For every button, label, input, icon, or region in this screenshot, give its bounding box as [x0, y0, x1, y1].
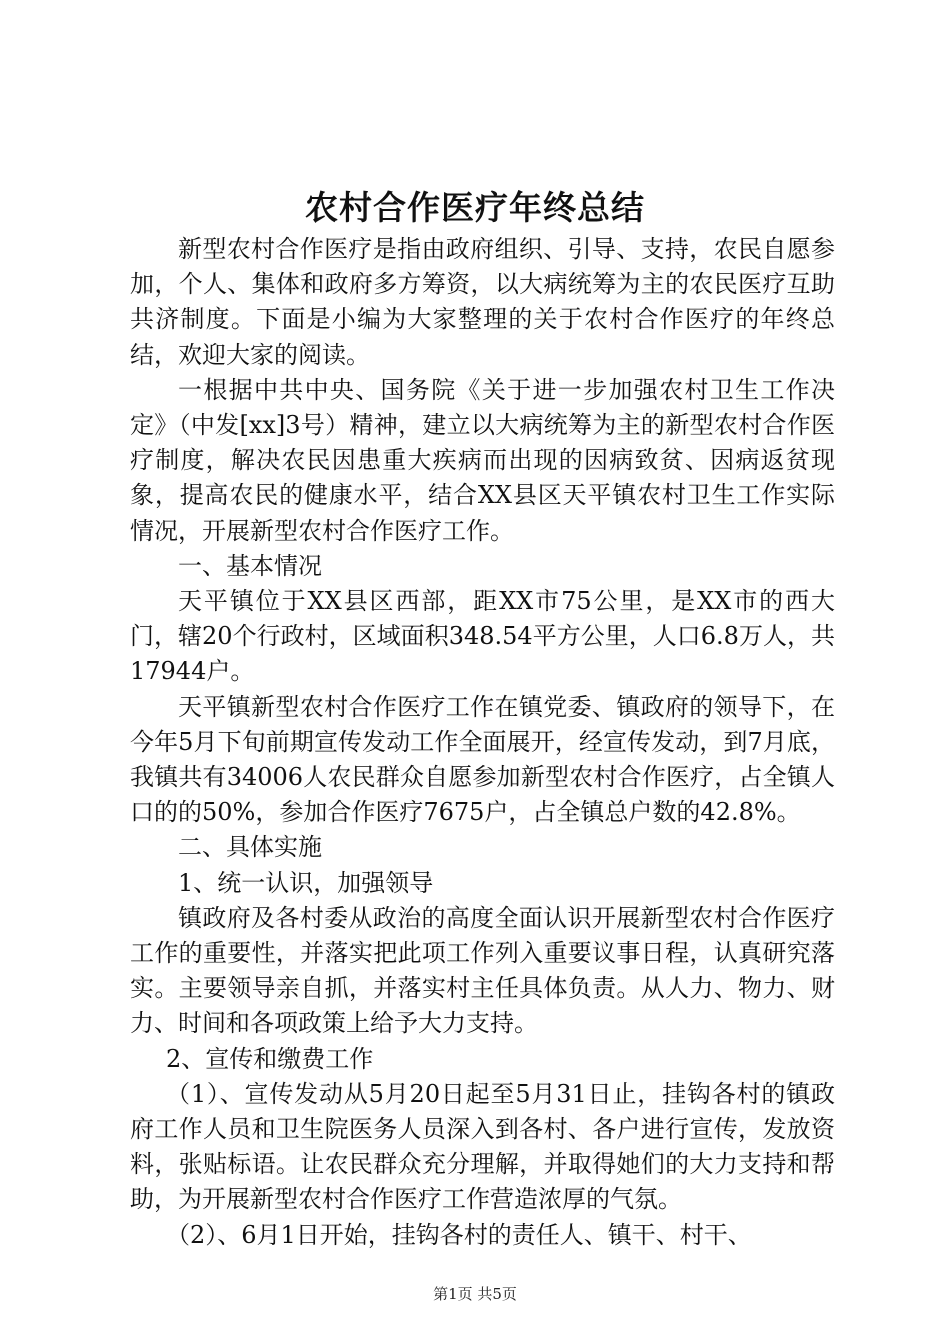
document-body: [130, 232, 835, 1253]
document-title: 农村合作医疗年终总结: [305, 188, 645, 227]
subheading-publicity: 2、宣传和缴费工作: [166, 1044, 374, 1073]
section-heading-basic: 一、基本情况: [178, 551, 322, 580]
section-heading-implementation: 二、具体实施: [178, 833, 322, 862]
paragraph-intro: 新型农村合作医疗是指由政府组织、引导、支持，农民自愿参加，个人、集体和政府多方筹资，以大病统筹为主的农民医疗互助共济制度。下面是小编为大家整理的关于农村合作医疗的年终总结，欢迎大家的阅读。: [130, 235, 835, 369]
paragraph-location: 天平镇位于XX县区西部，距XX市75公里，是XX市的西大门，辖20个行政村，区域面积348.54平方公里，人口6.8万人，共17944户。: [130, 587, 835, 686]
paragraph-publicity-1: （1）、宣传发动从5月20日起至5月31日止，挂钩各村的镇政府工作人员和卫生院医务人员深入到各村、各户进行宣传，发放资料，张贴标语。让农民群众充分理解，并取得她们的大力支持和帮助，为开展新型农村合作医疗工作营造浓厚的气氛。: [130, 1079, 835, 1214]
paragraph-participation: 天平镇新型农村合作医疗工作在镇党委、镇政府的领导下，在今年5月下旬前期宣传发动工作全面展开，经宣传发动，到7月底，我镇共有34006人农民群众自愿参加新型农村合作医疗，占全镇人口的的50%，参加合作医疗7675户，占全镇总户数的42.8%。: [130, 692, 835, 827]
paragraph-leadership: 镇政府及各村委从政治的高度全面认识开展新型农村合作医疗工作的重要性，并落实把此项工作列入重要议事日程，认真研究落实。主要领导亲自抓，并落实村主任具体负责。从人力、物力、财力、时间和各项政策上给予大力支持。: [130, 903, 835, 1038]
paragraph-publicity-2: （2）、6月1日开始，挂钩各村的责任人、镇干、村干、: [166, 1220, 752, 1249]
subheading-leadership: 1、统一认识，加强领导: [178, 868, 434, 897]
page-footer: 第1页 共5页: [433, 1285, 517, 1303]
paragraph-background: 一根据中共中央、国务院《关于进一步加强农村卫生工作决定》（中发[xx]3号）精神，建立以大病统筹为主的新型农村合作医疗制度，解决农民因患重大疾病而出现的因病致贫、因病返贫现象，提高农民的健康水平，结合XX县区天平镇农村卫生工作实际情况，开展新型农村合作医疗工作。: [130, 375, 835, 545]
